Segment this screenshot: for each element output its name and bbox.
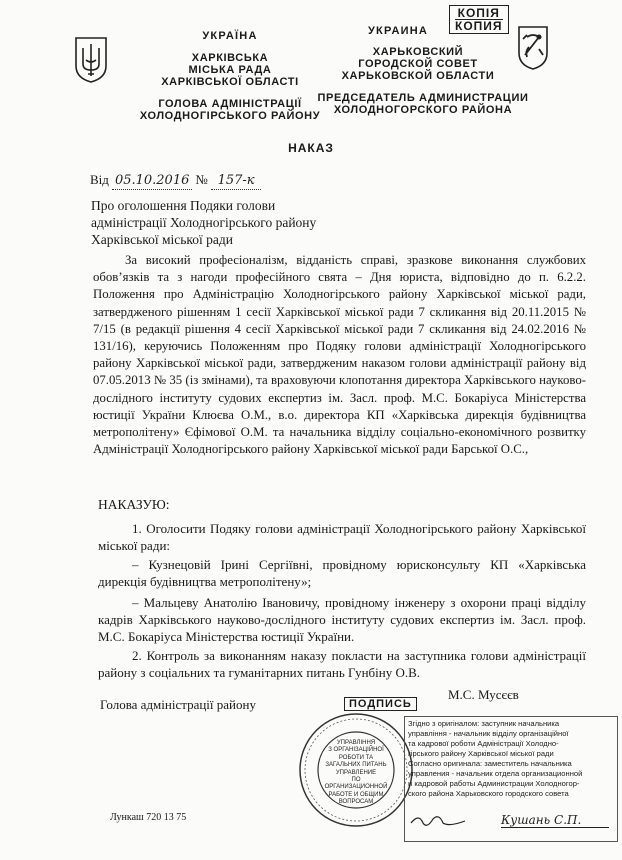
order-word: НАКАЗУЮ: (98, 497, 170, 512)
ukraine-trident-icon (74, 36, 108, 84)
cert-line-8: ского района Харьковского городского совета (408, 789, 569, 798)
cert-line-1: Згідно з оригіналом: заступник начальника (408, 719, 560, 728)
subject-line-3: Харківської міської ради (91, 232, 234, 247)
certification-stamp (404, 716, 618, 842)
number-label: № (195, 172, 208, 187)
preamble-paragraph: За високий професіоналізм, відданість справі, зразкове виконання службових обов’язків та з нагоди професійного свята – Дня юриста, відповідно до п. 6.2.2. Положення про Адміністрацію Холодногірського району Харківської міської ради, затвердженого рішенням 1 сесії Харківської міської ради 7 скликання від 20.11.2015 № 7/15 (в редакції рішення 4 сесії Харківської міської ради 7 скликання від 24.02.2016 № 131/16), керуючись Положенням про Подяку голови адміністрації Холодногірського району Харківської міської ради, затвердженим наказом голови адміністрації району від 07.05.2013 № 35 (із змінами), та враховуючи клопотання директора Харківського науково-дослідного інституту судових експертиз ім. Засл. проф. М.С. Бокаріуса Міністерства юстиції України Клюєва О.М., в.о. директора КП «Харківська дирекція будівництва метрополітену» Єфімової О.М. та начальника відділу соціально-економічного розвитку Адміністрації Холодногірського району Харківської міської ради Барської О.С., (93, 253, 586, 457)
header-left-council-2: МІСЬКА РАДА (188, 64, 272, 76)
header-left-council-3: ХАРКІВСЬКОЇ ОБЛАСТІ (161, 76, 299, 88)
seal-line-7: РАБОТЕ И ОБЩИМ (328, 791, 384, 798)
header-left-office-2: ХОЛОДНОГІРСЬКОГО РАЙОНУ (139, 110, 321, 122)
kharkiv-coat-of-arms-icon (517, 25, 549, 71)
cert-line-7: и кадровой работы Администрации Холодногор- (408, 779, 580, 788)
header-left-country: УКРАЇНА (202, 30, 258, 42)
cert-line-2: управління - начальник відділу організаційної (408, 729, 569, 738)
header-left-office-1: ГОЛОВА АДМІНІСТРАЦІЇ (158, 98, 302, 110)
date-line (90, 171, 261, 190)
seal-line-2: З ОРГАНІЗАЦІЙНОЇ (328, 747, 384, 754)
copy-stamp-line2: КОПИЯ (455, 19, 503, 33)
cert-line-4: гірського району Харківської міської ради (408, 749, 554, 758)
cert-line-5: Согласно оригинала: заместитель начальника (408, 759, 572, 768)
copy-stamp-line1: КОПІЯ (457, 6, 500, 20)
order-item-2: 2. Контроль за виконанням наказу покласти на заступника голови адміністрації району з соціальних та гуманітарних питань Гунбіну О.В. (98, 648, 586, 680)
header-right-office-1: ПРЕДСЕДАТЕЛЬ АДМИНИСТРАЦИИ (317, 92, 529, 104)
date-value: 05.10.2016 (112, 172, 192, 190)
header-right-council-1: ХАРЬКОВСКИЙ (372, 46, 464, 58)
cert-line-6: управления - начальник отдела организационной (408, 769, 583, 778)
seal-line-6: ПО ОРГАНИЗАЦИОННОЙ (324, 777, 388, 791)
header-right-country: УКРАИНА (368, 25, 429, 37)
signature-position: Голова адміністрації району (100, 697, 256, 712)
order-item-1-person-1: – Кузнецовій Ірині Сергіївні, провідному юрисконсульту КП «Харківська дирекція будівництва метрополітену»; (98, 557, 586, 589)
seal-line-8: ВОПРОСАМ (338, 799, 374, 806)
header-left-council-1: ХАРКІВСЬКА (191, 52, 269, 64)
subject-line-2: адміністрації Холодногірського району (91, 215, 317, 230)
seal-line-5: УПРАВЛЕНИЕ (335, 769, 377, 776)
seal-line-1: УПРАВЛІННЯ (336, 740, 376, 746)
subject-line-1: Про оголошення Подяки голови (91, 198, 276, 213)
certification-sign: Кушань С.П. (501, 813, 609, 828)
header-right-council-2: ГОРОДСКОЙ СОВЕТ (358, 58, 478, 70)
cert-line-3: та кадрової роботи Адміністрації Холодно- (408, 739, 559, 748)
subject-block (91, 197, 316, 248)
copy-stamp (449, 5, 509, 34)
order-item-1-person-2: – Мальцеву Анатолію Івановичу, провідному інженеру з охорони праці відділу кадрів Харківського науково-дослідного інституту судових експертиз ім. Засл. проф. М.С. Бокаріуса Міністерства юстиції України. (98, 595, 586, 644)
header-right-council-3: ХАРЬКОВСКОЙ ОБЛАСТИ (341, 70, 495, 82)
round-seal (298, 712, 414, 828)
document-title: НАКАЗ (288, 141, 334, 155)
certifier-signature-icon (409, 809, 469, 831)
signature-name: М.С. Мусєєв (448, 687, 519, 702)
seal-line-3: РОБОТИ ТА (338, 754, 374, 761)
executor-note: Лункаш 720 13 75 (110, 812, 187, 823)
signature-stamp: ПОДПИСЬ (344, 697, 417, 711)
order-number: 157-к (211, 172, 261, 190)
order-item-1: 1. Оголосити Подяку голови адміністрації Холодногірського району Харківської міської ради: (98, 521, 586, 553)
date-prefix: Від (90, 172, 109, 187)
header-right-office-2: ХОЛОДНОГОРСКОГО РАЙОНА (333, 104, 513, 116)
seal-line-4: ЗАГАЛЬНИХ ПИТАНЬ (325, 762, 387, 769)
